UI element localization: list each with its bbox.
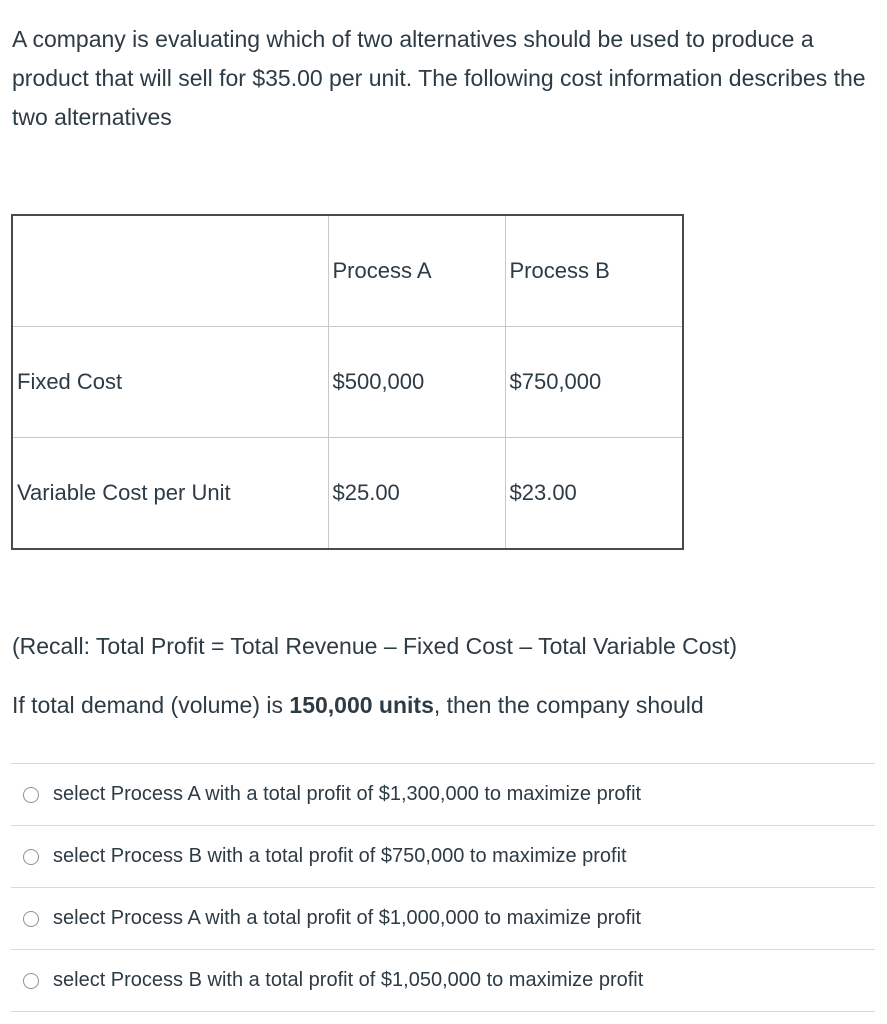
question-prefix: If total demand (volume) is: [12, 692, 290, 718]
answer-label[interactable]: select Process A with a total profit of $1,300,000 to maximize profit: [53, 783, 642, 805]
table-cell: $23.00: [505, 438, 683, 550]
question-suffix: , then the company should: [433, 692, 704, 718]
radio-button[interactable]: [23, 787, 39, 803]
answer-option[interactable]: [11, 826, 875, 888]
table-row: [12, 438, 683, 550]
question-prompt: [12, 689, 704, 721]
radio-button[interactable]: [23, 849, 39, 865]
table-row: [12, 327, 683, 438]
table-header-cell: Process A: [328, 215, 505, 327]
answer-label[interactable]: select Process A with a total profit of $1,000,000 to maximize profit: [53, 907, 642, 929]
cost-table: [11, 214, 684, 550]
table-row-label: Variable Cost per Unit: [12, 438, 328, 550]
table-header-cell: [12, 215, 328, 327]
answer-option[interactable]: [11, 950, 875, 1012]
answer-label[interactable]: select Process B with a total profit of $1,050,000 to maximize profit: [53, 969, 644, 991]
answer-option[interactable]: [11, 888, 875, 950]
table-row-label: Fixed Cost: [12, 327, 328, 438]
answer-list: [11, 763, 875, 1012]
table-cell: $750,000: [505, 327, 683, 438]
recall-formula: (Recall: Total Profit = Total Revenue – Fixed Cost – Total Variable Cost): [12, 633, 738, 659]
radio-button[interactable]: [23, 973, 39, 989]
radio-button[interactable]: [23, 911, 39, 927]
answer-option[interactable]: [11, 764, 875, 826]
table-cell: $25.00: [328, 438, 505, 550]
question-intro: A company is evaluating which of two alternatives should be used to produce a product that will sell for $35.00 per unit. The following cost information describes the two alternatives: [12, 26, 866, 130]
table-header-cell: Process B: [505, 215, 683, 327]
question-demand: 150,000 units: [289, 692, 434, 718]
answer-label[interactable]: select Process B with a total profit of $750,000 to maximize profit: [53, 845, 627, 867]
table-header-row: [12, 215, 683, 327]
table-cell: $500,000: [328, 327, 505, 438]
